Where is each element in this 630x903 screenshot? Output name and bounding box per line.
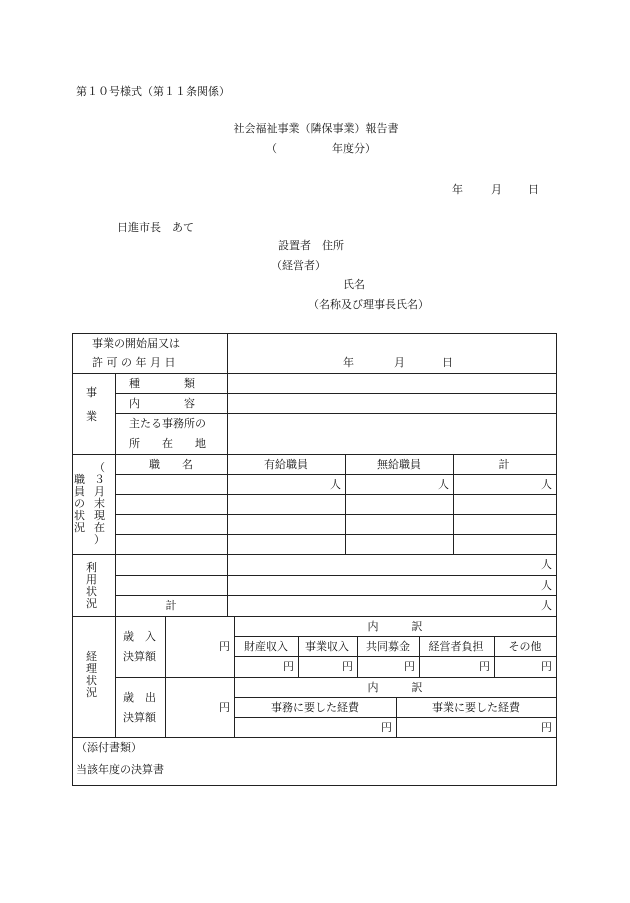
staff-col-total: 計 <box>498 458 510 471</box>
finance-section-label: 経 理 状 況 <box>86 650 97 699</box>
revenue-item-other: その他 <box>508 640 542 653</box>
usage-section-label: 利 用 状 況 <box>86 561 97 610</box>
revenue-operator-yen: 円 <box>479 660 490 673</box>
business-content-field[interactable] <box>228 394 556 413</box>
revenue-property-yen: 円 <box>283 660 294 673</box>
attachments-item: 当該年度の決算書 <box>76 763 164 776</box>
applicant-address-label: 設置者 住所 <box>278 239 344 252</box>
attachments-label: （添付書類） <box>76 741 142 754</box>
staff-section-label: 職 員 の 状 況 <box>74 473 85 534</box>
staff-total-unit: 人 <box>541 478 552 491</box>
revenue-other-yen: 円 <box>541 660 552 673</box>
operator-label: （経営者） <box>271 259 326 272</box>
start-date-label-line1: 事業の開始届又は <box>92 337 180 350</box>
usage-unit-row1: 人 <box>541 558 552 571</box>
date-day: 日 <box>528 183 539 196</box>
usage-total-unit: 人 <box>541 599 552 612</box>
start-date-year[interactable]: 年 <box>343 356 354 369</box>
name-note: （名称及び理事長氏名） <box>308 298 429 311</box>
staff-col-unpaid: 無給職員 <box>377 458 421 471</box>
office-address-label-line1: 主たる事務所の <box>129 417 206 430</box>
name-label: 氏名 <box>343 278 365 291</box>
business-type-field[interactable] <box>228 374 556 393</box>
expense-label-line1: 歳 出 <box>123 691 156 704</box>
expense-item-business: 事業に要した経費 <box>432 701 520 714</box>
usage-unit-row2: 人 <box>541 579 552 592</box>
expense-admin-yen: 円 <box>381 721 392 734</box>
business-content-label: 内 容 <box>129 397 195 410</box>
revenue-label-line2: 決算額 <box>123 650 156 663</box>
start-date-day[interactable]: 日 <box>442 356 453 369</box>
revenue-item-donation: 共同募金 <box>366 640 410 653</box>
office-address-label-line2: 所 在 地 <box>129 437 206 450</box>
addressee: 日進市長 あて <box>117 221 194 234</box>
start-date-month[interactable]: 月 <box>394 356 405 369</box>
expense-item-admin: 事務に要した経費 <box>271 701 359 714</box>
usage-total-label: 計 <box>165 599 177 612</box>
revenue-donation-yen: 円 <box>404 660 415 673</box>
date-month: 月 <box>491 183 502 196</box>
revenue-business-yen: 円 <box>342 660 353 673</box>
expense-breakdown-label: 内 訳 <box>367 681 423 694</box>
date-year: 年 <box>452 183 463 196</box>
revenue-item-operator: 経営者負担 <box>428 640 484 653</box>
office-address-field[interactable] <box>228 414 556 454</box>
staff-col-title: 職 名 <box>149 458 193 471</box>
business-section-label: 事 業 <box>86 386 97 423</box>
start-date-label-line2: 許 可 の 年 月 日 <box>92 356 176 369</box>
revenue-item-property: 財産収入 <box>244 640 288 653</box>
document-title: 社会福祉事業（隣保事業）報告書 <box>233 122 399 135</box>
expense-total-yen: 円 <box>219 701 230 714</box>
revenue-total-yen: 円 <box>219 640 230 653</box>
expense-business-yen: 円 <box>541 721 552 734</box>
staff-unpaid-unit: 人 <box>438 478 449 491</box>
expense-label-line2: 決算額 <box>123 711 156 724</box>
staff-col-paid: 有給職員 <box>264 458 308 471</box>
form-number: 第１０号様式（第１１条関係） <box>76 85 230 98</box>
fiscal-year: （ 年度分） <box>266 142 376 155</box>
revenue-label-line1: 歳 入 <box>123 630 156 643</box>
staff-paid-unit: 人 <box>330 478 341 491</box>
business-type-label: 種 類 <box>129 377 195 390</box>
revenue-breakdown-label: 内 訳 <box>367 620 423 633</box>
staff-section-sublabel: （ ３ 月 末 現 在 ） <box>94 461 105 546</box>
revenue-item-business: 事業収入 <box>305 640 349 653</box>
